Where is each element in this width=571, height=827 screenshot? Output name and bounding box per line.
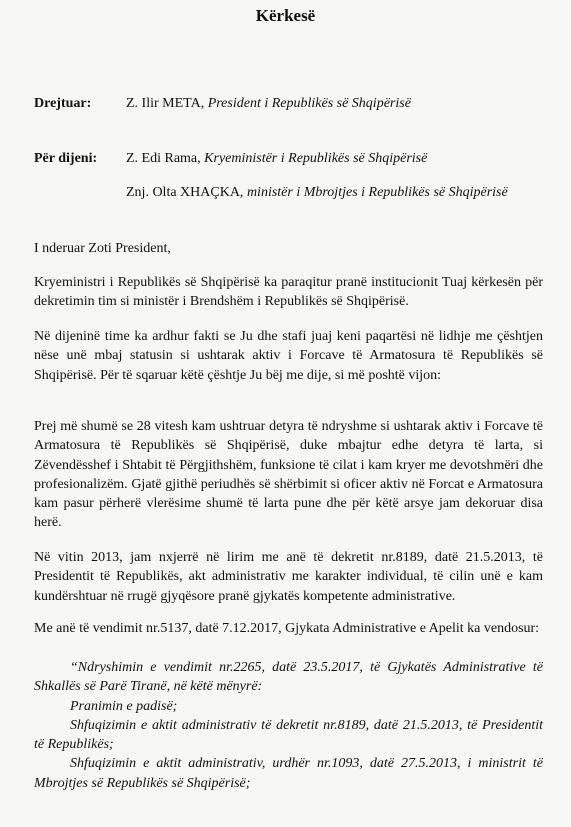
document-title: Kërkesë (255, 6, 316, 25)
quote-line-1: “Ndryshimin e vendimit nr.2265, datë 23.5.2017, të Gjykatës Administrative të Shkallës së Parë Tiranë, në këtë mënyrë: (34, 660, 543, 695)
addressee-line (34, 96, 411, 112)
addressee-role: President i Republikës së Shqipërisë (207, 96, 411, 111)
paragraph-4: Në vitin 2013, jam nxjerrë në lirim me anë të dekretit nr.8189, datë 21.5.2013, të Presidentit të Republikës, akt administrativ me karakter individual, të cilin unë e kam kundërshtuar në rrugë gjyqësore pranë gjykatës kompetente administrative. (34, 550, 543, 604)
paragraph-5: Me anë të vendimit nr.5137, datë 7.12.2017, Gjykata Administrative e Apelit ka vendosur: (34, 621, 540, 636)
cc-name-1: Z. Edi Rama, (126, 151, 201, 166)
cc-name-2: Znj. Olta XHAÇKA, (126, 185, 244, 200)
court-decision-quote (34, 658, 543, 793)
quote-line-2: Pranimin e padisë; (70, 698, 178, 714)
cc-line-2 (34, 185, 508, 201)
paragraph-3: Prej më shumë se 28 vitesh kam ushtruar detyra të ndryshme si ushtarak aktiv i Forcave të Armatosura të Republikës së Shqipërisë, duke mbajtur edhe detyra të larta, si Zëvendësshef i Shtabit të Përgjithshëm, funksione të cilat i kam kryer me devotshmëri dhe profesionalizëm. Gjatë gjithë periudhës së shërbimit si oficer aktiv në Forcat e Armatosura kam pasur përherë vlerësime shumë të larta pune dhe për këtë arsye jam dekoruar disa herë. (34, 419, 543, 531)
quote-line-3: Shfuqizimin e aktit administrativ të dekretit nr.8189, datë 21.5.2013, të Presidentit të Republikës; (34, 717, 543, 753)
salutation: I nderuar Zoti President, (34, 241, 171, 256)
paragraph-1: Kryeministri i Republikës së Shqipërisë ka paraqitur pranë institucionit Tuaj kërkesën për dekretimin tim si ministër i Brendshëm i Republikës së Shqipërisë. (34, 275, 543, 310)
cc-line-1 (34, 151, 427, 167)
quote-line-4: Shfuqizimin e aktit administrativ, urdhër nr.1093, datë 27.5.2013, i ministrit të Mbrojtjes së Republikës së Shqipërisë; (34, 756, 543, 791)
cc-label: Për dijeni: (34, 151, 98, 166)
paragraph-2: Në dijeninë time ka ardhur fakti se Ju dhe stafi juaj keni paqartësi në lidhje me çështjen nëse unë mbaj statusin si ushtarak aktiv i Forcave të Armatosura të Republikës së Shqipërisë. Për të sqaruar këtë çështje Ju bëj me dije, si më poshtë vijon: (34, 329, 543, 383)
cc-role-1: Kryeministër i Republikës së Shqipërisë (204, 151, 428, 166)
cc-role-2: ministër i Mbrojtjes i Republikës së Shqipërisë (246, 185, 508, 200)
addressee-label: Drejtuar: (34, 96, 92, 111)
addressee-name: Z. Ilir META, (126, 96, 205, 111)
